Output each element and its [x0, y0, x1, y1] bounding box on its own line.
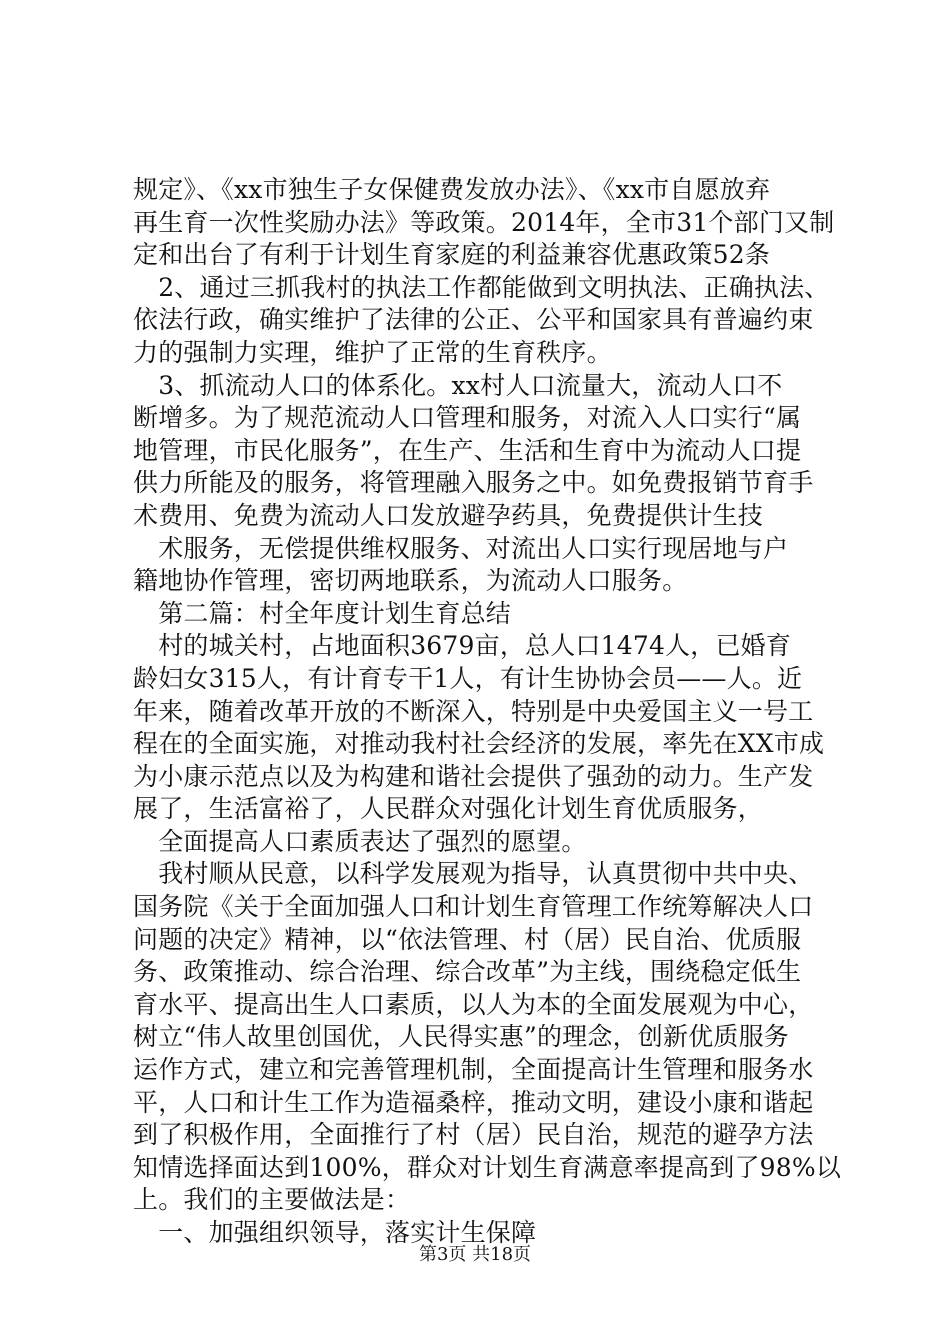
text-line: 籍地协作管理，密切两地联系，为流动人口服务。 [133, 566, 688, 596]
text-line: 程在的全面实施，对推动我村社会经济的发展，率先在XX市成 [133, 729, 825, 759]
text-line: 断增多。为了规范流动人口管理和服务，对流入人口实行“属 [133, 403, 802, 433]
text-line: 为小康示范点以及为构建和谐社会提供了强劲的动力。生产发 [133, 761, 814, 791]
text-line: 3、抓流动人口的体系化。xx村人口流量大，流动人口不 [133, 370, 783, 400]
text-line: 国务院《关于全面加强人口和计划生育管理工作统筹解决人口 [133, 892, 814, 922]
document-body [133, 174, 842, 1250]
text-line: 问题的决定》精神，以“依法管理、村（居）民自治、优质服 [133, 924, 802, 954]
section-heading: 第二篇：村全年度计划生育总结 [133, 598, 512, 628]
text-line: 育水平、提高出生人口素质，以人为本的全面发展观为中心， [133, 989, 814, 1019]
text-line: 村的城关村，占地面积3679亩，总人口1474人，已婚育 [133, 631, 792, 661]
text-line: 再生育一次性奖励办法》等政策。2014年，全市31个部门又制 [133, 207, 835, 237]
text-line: 龄妇女315人，有计育专干1人，有计生协协会员——人。近 [133, 663, 803, 693]
text-line: 到了积极作用，全面推行了村（居）民自治，规范的避孕方法 [133, 1120, 814, 1150]
text-line: 树立“伟人故里创国优，人民得实惠”的理念，创新优质服务 [133, 1022, 789, 1052]
text-line: 全面提高人口素质表达了强烈的愿望。 [133, 826, 587, 856]
text-line: 地管理，市民化服务”，在生产、生活和生育中为流动人口提 [133, 435, 802, 465]
text-line: 2、通过三抓我村的执法工作都能做到文明执法、正确执法、 [133, 272, 830, 302]
text-line: 力的强制力实理，维护了正常的生育秩序。 [133, 337, 612, 367]
text-line: 规定》、《xx市独生子女保健费发放办法》、《xx市自愿放弃 [133, 175, 771, 204]
section-heading: 一、加强组织领导，落实计生保障 [133, 1218, 537, 1247]
text-line: 我村顺从民意，以科学发展观为指导，认真贯彻中共中央、 [133, 859, 814, 889]
text-line: 依法行政，确实维护了法律的公正、公平和国家具有普遍约束 [133, 305, 814, 335]
text-line: 知情选择面达到100%，群众对计划生育满意率提高到了98%以 [133, 1152, 842, 1182]
page-number-footer: 第3页 共18页 [418, 1244, 532, 1265]
text-line: 定和出台了有利于计划生育家庭的利益兼容优惠政策52条 [133, 240, 771, 270]
text-line: 务、政策推动、综合治理、综合改革”为主线，围绕稳定低生 [133, 957, 802, 987]
text-line: 运作方式，建立和完善管理机制，全面提高计生管理和服务水 [133, 1055, 814, 1085]
text-line: 上。我们的主要做法是： [133, 1185, 411, 1215]
text-line: 年来，随着改革开放的不断深入，特别是中央爱国主义一号工 [133, 696, 814, 726]
text-line: 术服务，无偿提供维权服务、对流出人口实行现居地与户 [133, 533, 789, 563]
text-line: 展了，生活富裕了，人民群众对强化计划生育优质服务， [133, 794, 764, 824]
text-line: 术费用、免费为流动人口发放避孕药具，免费提供计生技 [133, 500, 764, 530]
text-line: 供力所能及的服务，将管理融入服务之中。如免费报销节育手 [133, 468, 814, 498]
text-line: 平，人口和计生工作为造福桑梓，推动文明，建设小康和谐起 [133, 1087, 814, 1117]
